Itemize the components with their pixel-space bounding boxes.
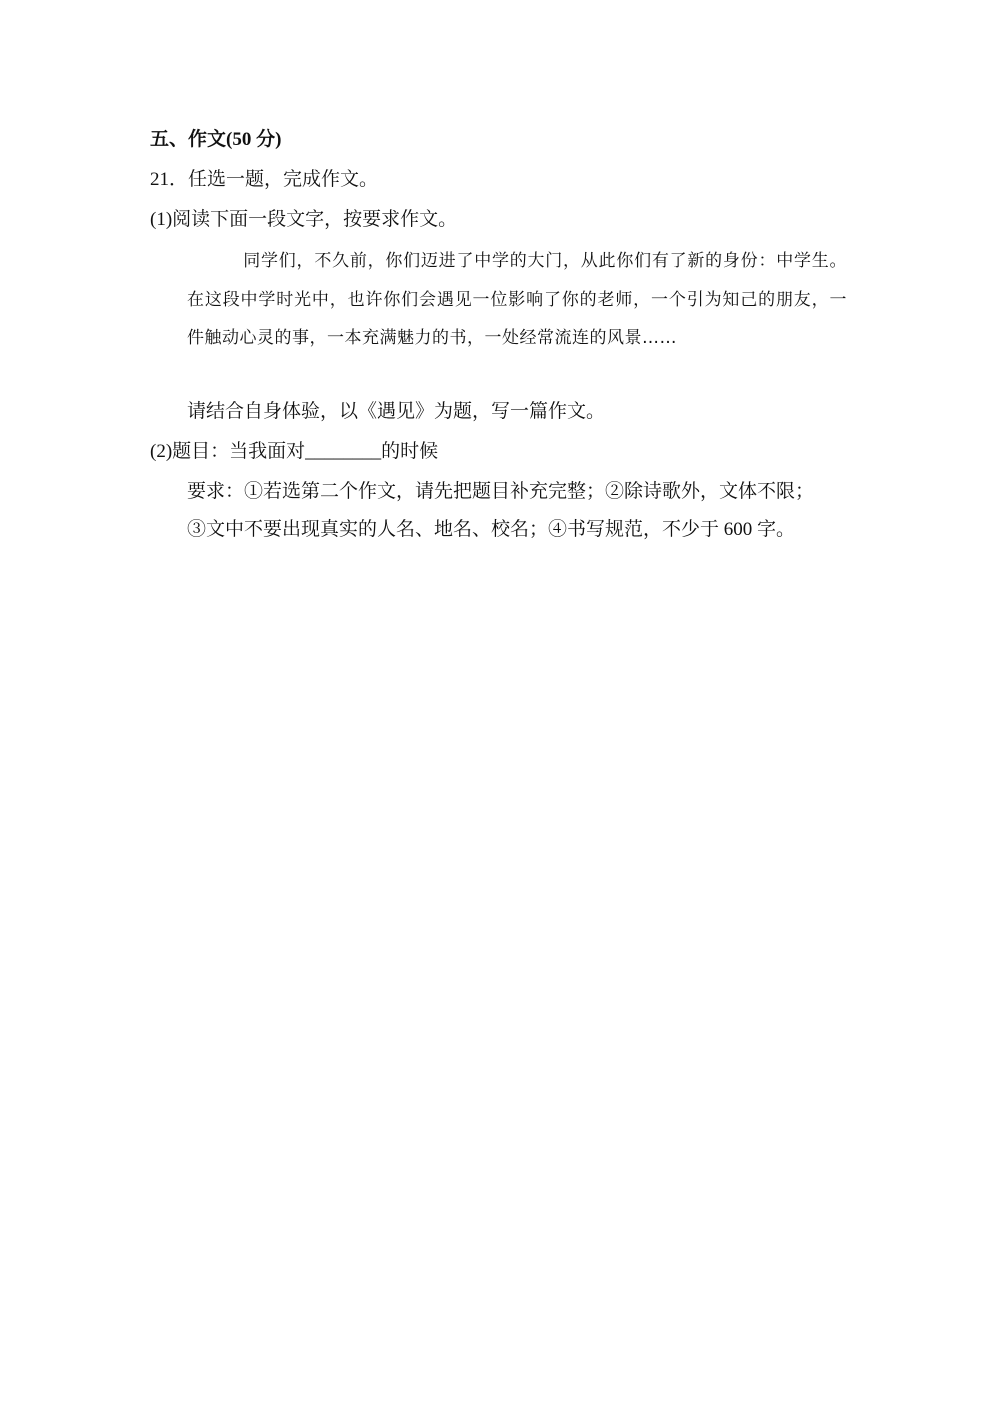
option2-blank: ________: [305, 441, 382, 462]
requirements-line-1: 要求：①若选第二个作文，请先把题目补充完整；②除诗歌外，文体不限；: [187, 481, 815, 502]
section-heading: 五、作文(50 分): [150, 129, 282, 150]
option1-label: (1)阅读下面一段文字，按要求作文。: [150, 209, 458, 230]
requirements-line-2: ③文中不要出现真实的人名、地名、校名；④书写规范，不少于 600 字。: [187, 519, 796, 540]
question-number-line: 21．任选一题，完成作文。: [150, 169, 379, 190]
option2-label-after: 的时候: [381, 441, 439, 462]
option2-title-line: [150, 440, 438, 464]
option2-label-before: (2)题目：当我面对: [150, 441, 306, 462]
passage-text: 同学们，不久前，你们迈进了中学的大门，从此你们有了新的身份：中学生。在这段中学时光中，也许你们会遇见一位影响了你的老师，一个引为知己的朋友，一件触动心灵的事，一本充满魅力的书，一处经常流连的风景……: [187, 251, 847, 348]
option1-passage: [187, 242, 847, 358]
option1-instruction: 请结合自身体验，以《遇见》为题，写一篇作文。: [187, 401, 606, 422]
